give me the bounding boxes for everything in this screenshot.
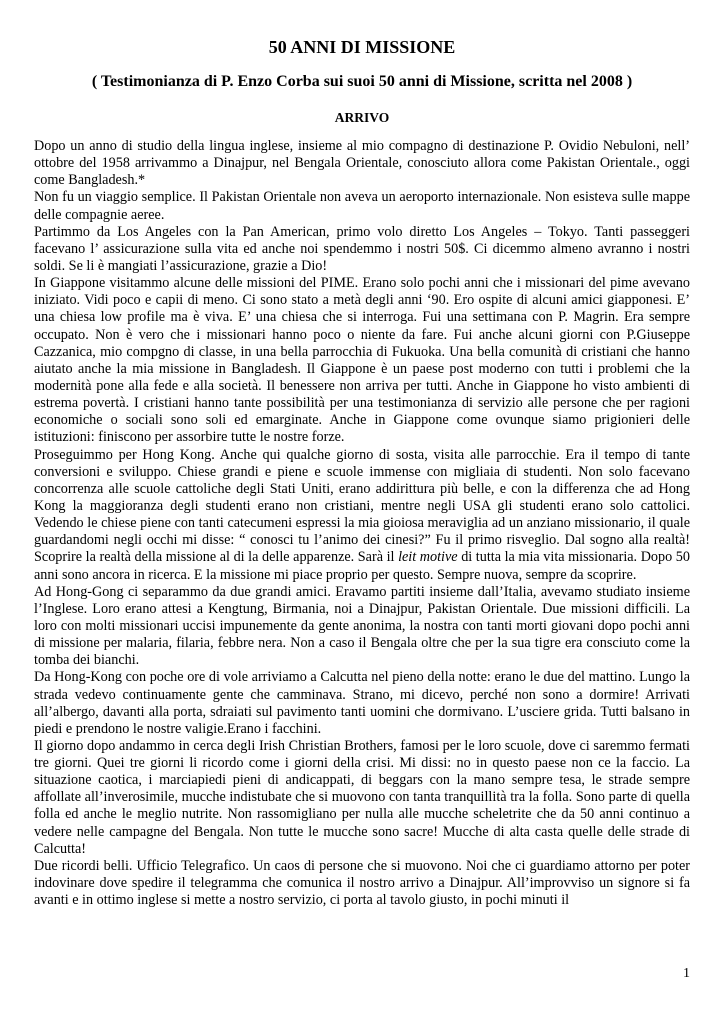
- paragraph: Due ricordi belli. Ufficio Telegrafico. Un caos di persone che si muovono. Noi che ci guardiamo attorno per poter indovinare dove spedire il telegramma che comunica il nostro arrivo a Dinajpur. All’improvviso un signore si fa avanti e in ottimo inglese si mette a nostro servizio, ci porta al tavolo giusto, in pochi minuti il: [34, 857, 690, 909]
- paragraph-text: Proseguimmo per Hong Kong. Anche qui qualche giorno di sosta, visita alle parrocchie. Era il tempo di tante conversioni e sviluppo. Chiese grandi e piene e scuole immense con migliaia di studenti. Non solo facevano concorrenza alle scuole cattoliche degli Stati Uniti, erano addirittura più belle, e con la differenza che ad Hong Kong la maggioranza degli studenti erano non cristiani, mentre negli USA gli studenti erano solo cattolici. Vedendo le chiese piene con tanti catecumeni espressi la mia gioiosa meraviglia ad un anziano missionario, il quale guardandomi negli occhi mi disse: “ conosci tu l’animo dei cinesi?” Fu il primo risveglio. Dal sogno alla realtà! Scoprire la realtà della missione al di la delle apparenze. Sarà il: [34, 446, 690, 566]
- italic-phrase: leit motive: [398, 549, 458, 566]
- paragraph: Non fu un viaggio semplice. Il Pakistan Orientale non aveva un aeroporto internazionale. Non esisteva sulle mappe delle compagnie aeree.: [34, 189, 690, 223]
- body-text: [34, 138, 690, 909]
- paragraph: Da Hong-Kong con poche ore di vole arriviamo a Calcutta nel pieno della notte: erano le due del mattino. Lungo la strada vedevo continuamente gente che camminava. Strano, mi dicevo, perché non sono a dormire! Arrivati all’albergo, davanti alla porta, sdraiati sul pavimento tanti uomini che dormivano. L’usciere grida. Tutti balsano in piedi e prendono le nostre valigie.Erano i facchini.: [34, 669, 690, 737]
- paragraph: Partimmo da Los Angeles con la Pan American, primo volo diretto Los Angeles – Tokyo. Tanti passeggeri facevano l’ assicurazione sulla vita ed anche noi spendemmo i nostri 50$. Ci dicemmo almeno avranno i nostri soldi. Se li è mangiati l’assicurazione, grazie a Dio!: [34, 223, 690, 274]
- paragraph: Il giorno dopo andammo in cerca degli Irish Christian Brothers, famosi per le loro scuole, dove ci saremmo fermati tre giorni. Quei tre giorni li ricordo come i giorni della crisi. Mi dissi: no in questo paese non ce la faccio. La situazione caotica, i marciapiedi pieni di andicappati, di beggars con la mano sempre tesa, le strade sempre affollate all’inverosimile, mucche indistubate che si muovono con tanta tranquillità tra la folla. Sono parte di quella folla ed anche le meglio nutrite. Non rassomigliano per nulla alle mucche scheletrite che da 50 anni continuo a vedere nelle campagne del Bengala. Non tutte le mucche sono sacre! Mucche di alta casta quelle delle strade di Calcutta!: [34, 737, 690, 857]
- paragraph: Dopo un anno di studio della lingua inglese, insieme al mio compagno di destinazione P. Ovidio Nebuloni, nell’ ottobre del 1958 arrivammo a Dinajpur, nel Bengala Orientale, conosciuto allora come Pakistan Orientale., oggi come Bangladesh.*: [34, 138, 690, 189]
- document-subtitle: ( Testimonianza di P. Enzo Corba sui suoi 50 anni di Missione, scritta nel 2008 ): [91, 73, 633, 90]
- document-title: 50 ANNI DI MISSIONE: [268, 37, 456, 57]
- paragraph: Ad Hong-Gong ci separammo da due grandi amici. Eravamo partiti insieme dall’Italia, avevamo studiato insieme l’Inglese. Loro erano attesi a Kengtung, Birmania, noi a Dinajpur, Pakistan Orientale. Due missioni difficili. La loro con molti missionari uccisi impunemente da gente anonima, la nostra con tanti morti giovani dopo pochi anni di missione per malaria, filaria, febbre nera. Non a caso il Bengala oltre che per la sua tigre era consciuto come la tomba dei bianchi.: [34, 583, 690, 669]
- section-heading: ARRIVO: [334, 110, 390, 125]
- paragraph: In Giappone visitammo alcune delle missioni del PIME. Erano solo pochi anni che i missionari del pime avevano iniziato. Vidi poco e capii di meno. Ci sono stato a metà degli anni ‘90. Ero ospite di alcuni amici giapponesi. E’ una chiesa low profile ma è viva. E’ una chiesa che si interroga. Fui una settimana con P. Magrin. Era sempre occupato. Non è vero che i missionari hanno poco o niente da fare. Fui anche alcuni giorni con P.Giuseppe Cazzanica, mio compgno di classe, in una bella parrocchia di Fukuoka. Una bella comunità di cristiani che hanno aiutato anche la mia missione in Bangladesh. Il Giappone è un paese post moderno con tutti i problemi che la modernità pone alla fede e alla società. Il benessere non arriva per tutti. Anche in Giappone ho visto ambienti di estrema povertà. I cristiani hanno tante possibilità per una testimonianza di servizio alle persone che per ragioni economiche o sociali sono soli ed emarginate. Anche in Giappone come ovunque siamo prigionieri delle istituzioni: finiscono per assorbire tutte le nostre forze.: [34, 275, 690, 446]
- paragraph: [34, 447, 690, 584]
- page-number: 1: [683, 966, 690, 981]
- paragraph-text: di tutta la mia vita missionaria. Dopo 50 anni sono ancora in ricerca. E la missione mi piace proprio per questo. Sempre nuova, sempre da scoprire.: [34, 549, 690, 583]
